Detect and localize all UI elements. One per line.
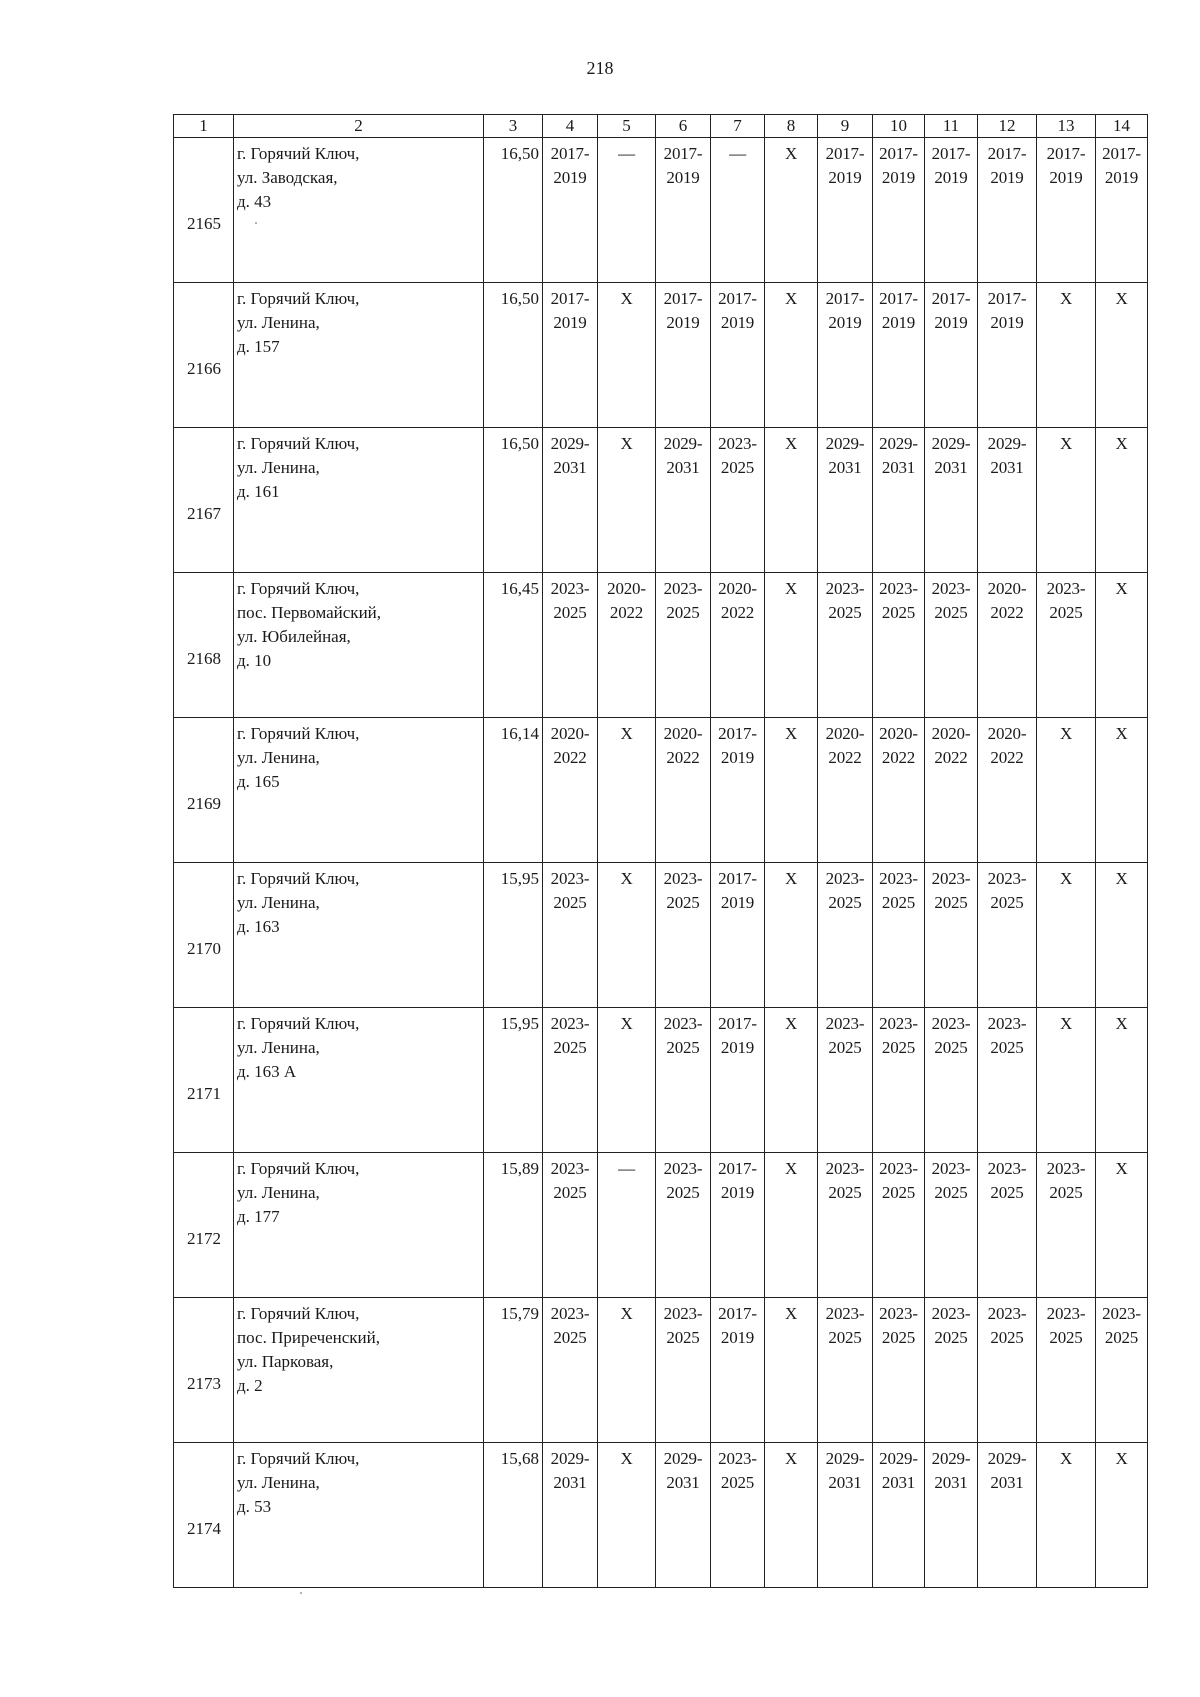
period-cell: 2029- 2031	[818, 428, 873, 573]
period-cell: 2017- 2019	[711, 718, 765, 863]
column-header: 7	[711, 115, 765, 138]
row-number: 2171	[174, 1008, 234, 1153]
period-cell: 2029- 2031	[925, 428, 978, 573]
period-cell: X	[598, 428, 656, 573]
table-row	[174, 283, 1148, 428]
period-cell: X	[598, 718, 656, 863]
period-cell: X	[1037, 863, 1096, 1008]
period-cell: 2017- 2019	[925, 283, 978, 428]
row-number: 2174	[174, 1443, 234, 1588]
period-cell: X	[765, 718, 818, 863]
row-number: 2169	[174, 718, 234, 863]
area-cell: 16,50	[484, 138, 543, 283]
period-cell: 2023- 2025	[818, 1008, 873, 1153]
period-cell: 2023- 2025	[925, 573, 978, 718]
address-cell: г. Горячий Ключ, ул. Ленина, д. 161	[234, 428, 484, 573]
period-cell: 2017- 2019	[656, 138, 711, 283]
period-cell: 2020- 2022	[656, 718, 711, 863]
period-cell: 2020- 2022	[598, 573, 656, 718]
address-cell: г. Горячий Ключ, ул. Ленина, д. 163	[234, 863, 484, 1008]
period-cell: X	[1096, 863, 1148, 1008]
period-cell: 2023- 2025	[978, 863, 1037, 1008]
column-header: 8	[765, 115, 818, 138]
period-cell: 2023- 2025	[818, 573, 873, 718]
period-cell: 2029- 2031	[543, 428, 598, 573]
period-cell: X	[1096, 1443, 1148, 1588]
period-cell: X	[1096, 428, 1148, 573]
period-cell: 2020- 2022	[873, 718, 925, 863]
period-cell: 2020- 2022	[925, 718, 978, 863]
period-cell: 2023- 2025	[656, 863, 711, 1008]
area-cell: 16,45	[484, 573, 543, 718]
period-cell: X	[765, 1443, 818, 1588]
period-cell: 2023- 2025	[873, 1298, 925, 1443]
period-cell: 2017- 2019	[925, 138, 978, 283]
period-cell: 2023- 2025	[873, 1153, 925, 1298]
period-cell: 2023- 2025	[1037, 573, 1096, 718]
period-cell: 2017- 2019	[711, 283, 765, 428]
column-header: 12	[978, 115, 1037, 138]
period-cell: 2023- 2025	[818, 863, 873, 1008]
column-header: 9	[818, 115, 873, 138]
period-cell: 2023- 2025	[1037, 1153, 1096, 1298]
area-cell: 15,95	[484, 1008, 543, 1153]
period-cell: X	[1037, 283, 1096, 428]
page-number: 218	[586, 58, 614, 78]
row-number: 2165	[174, 138, 234, 283]
period-cell: 2029- 2031	[656, 428, 711, 573]
period-cell: 2017- 2019	[873, 138, 925, 283]
period-cell: 2023- 2025	[656, 1008, 711, 1153]
area-cell: 15,95	[484, 863, 543, 1008]
period-cell: X	[1037, 718, 1096, 863]
scan-speck	[300, 1592, 302, 1594]
table-row	[174, 1153, 1148, 1298]
table-row	[174, 428, 1148, 573]
row-number: 2173	[174, 1298, 234, 1443]
column-header: 5	[598, 115, 656, 138]
period-cell: 2020- 2022	[711, 573, 765, 718]
period-cell: 2023- 2025	[873, 573, 925, 718]
period-cell: 2017- 2019	[1096, 138, 1148, 283]
period-cell: 2023- 2025	[543, 1153, 598, 1298]
period-cell: 2017- 2019	[978, 138, 1037, 283]
period-cell: 2023- 2025	[925, 1298, 978, 1443]
period-cell: X	[765, 1153, 818, 1298]
row-number: 2168	[174, 573, 234, 718]
area-cell: 16,50	[484, 428, 543, 573]
row-number: 2167	[174, 428, 234, 573]
period-cell: X	[1096, 573, 1148, 718]
period-cell: 2029- 2031	[925, 1443, 978, 1588]
column-header: 14	[1096, 115, 1148, 138]
period-cell: 2029- 2031	[978, 428, 1037, 573]
period-cell: 2017- 2019	[711, 1298, 765, 1443]
period-cell: 2023- 2025	[711, 428, 765, 573]
period-cell: X	[765, 1298, 818, 1443]
address-cell: г. Горячий Ключ, пос. Приреченский, ул. Парковая, д. 2	[234, 1298, 484, 1443]
column-header: 10	[873, 115, 925, 138]
period-cell: 2023- 2025	[711, 1443, 765, 1588]
period-cell: 2017- 2019	[711, 1153, 765, 1298]
table-row	[174, 1008, 1148, 1153]
period-cell: —	[598, 1153, 656, 1298]
period-cell: X	[598, 1008, 656, 1153]
period-cell: 2017- 2019	[978, 283, 1037, 428]
period-cell: 2023- 2025	[543, 863, 598, 1008]
table-row	[174, 1443, 1148, 1588]
period-cell: X	[1096, 1153, 1148, 1298]
address-cell: г. Горячий Ключ, ул. Ленина, д. 165	[234, 718, 484, 863]
table-row	[174, 573, 1148, 718]
column-header: 1	[174, 115, 234, 138]
period-cell: 2017- 2019	[818, 138, 873, 283]
period-cell: 2017- 2019	[711, 1008, 765, 1153]
period-cell: 2023- 2025	[543, 1008, 598, 1153]
address-cell: г. Горячий Ключ, пос. Первомайский, ул. Юбилейная, д. 10	[234, 573, 484, 718]
period-cell: 2023- 2025	[873, 1008, 925, 1153]
period-cell: X	[765, 1008, 818, 1153]
column-header: 3	[484, 115, 543, 138]
area-cell: 15,68	[484, 1443, 543, 1588]
period-cell: X	[1096, 283, 1148, 428]
row-number: 2170	[174, 863, 234, 1008]
period-cell: X	[1096, 718, 1148, 863]
period-cell: 2023- 2025	[656, 1153, 711, 1298]
period-cell: X	[765, 283, 818, 428]
table-row	[174, 718, 1148, 863]
address-cell: г. Горячий Ключ, ул. Ленина, д. 53	[234, 1443, 484, 1588]
column-header: 2	[234, 115, 484, 138]
column-header: 6	[656, 115, 711, 138]
area-cell: 16,14	[484, 718, 543, 863]
period-cell: 2023- 2025	[925, 1008, 978, 1153]
area-cell: 15,89	[484, 1153, 543, 1298]
address-cell: г. Горячий Ключ, ул. Ленина, д. 177	[234, 1153, 484, 1298]
period-cell: 2029- 2031	[543, 1443, 598, 1588]
period-cell: 2023- 2025	[1096, 1298, 1148, 1443]
table-body	[174, 138, 1148, 1588]
period-cell: 2017- 2019	[818, 283, 873, 428]
period-cell: 2029- 2031	[818, 1443, 873, 1588]
period-cell: 2017- 2019	[711, 863, 765, 1008]
period-cell: 2017- 2019	[543, 138, 598, 283]
period-cell: X	[765, 138, 818, 283]
period-cell: 2020- 2022	[818, 718, 873, 863]
period-cell: 2017- 2019	[1037, 138, 1096, 283]
row-number: 2172	[174, 1153, 234, 1298]
column-header: 11	[925, 115, 978, 138]
period-cell: X	[765, 863, 818, 1008]
period-cell: 2029- 2031	[873, 428, 925, 573]
period-cell: X	[1096, 1008, 1148, 1153]
period-cell: 2023- 2025	[925, 863, 978, 1008]
period-cell: 2029- 2031	[873, 1443, 925, 1588]
column-header: 13	[1037, 115, 1096, 138]
table-row	[174, 863, 1148, 1008]
address-cell: г. Горячий Ключ, ул. Заводская, д. 43	[234, 138, 484, 283]
area-cell: 15,79	[484, 1298, 543, 1443]
period-cell: 2023- 2025	[543, 573, 598, 718]
period-cell: X	[598, 1443, 656, 1588]
address-cell: г. Горячий Ключ, ул. Ленина, д. 163 А	[234, 1008, 484, 1153]
period-cell: 2020- 2022	[543, 718, 598, 863]
table-row	[174, 138, 1148, 283]
row-number: 2166	[174, 283, 234, 428]
period-cell: 2023- 2025	[978, 1008, 1037, 1153]
scan-speck	[255, 222, 257, 224]
period-cell: 2023- 2025	[656, 573, 711, 718]
period-cell: X	[1037, 1008, 1096, 1153]
period-cell: X	[1037, 1443, 1096, 1588]
period-cell: X	[1037, 428, 1096, 573]
period-cell: 2017- 2019	[543, 283, 598, 428]
period-cell: X	[598, 1298, 656, 1443]
area-cell: 16,50	[484, 283, 543, 428]
period-cell: 2029- 2031	[656, 1443, 711, 1588]
header-row	[174, 115, 1148, 138]
period-cell: X	[765, 573, 818, 718]
period-cell: 2023- 2025	[543, 1298, 598, 1443]
period-cell: 2023- 2025	[818, 1298, 873, 1443]
period-cell: 2020- 2022	[978, 573, 1037, 718]
period-cell: 2017- 2019	[656, 283, 711, 428]
period-cell: —	[711, 138, 765, 283]
table-row	[174, 1298, 1148, 1443]
period-cell: X	[598, 283, 656, 428]
column-header: 4	[543, 115, 598, 138]
period-cell: 2029- 2031	[978, 1443, 1037, 1588]
period-cell: 2020- 2022	[978, 718, 1037, 863]
register-table	[173, 114, 1148, 1588]
period-cell: 2017- 2019	[873, 283, 925, 428]
period-cell: X	[598, 863, 656, 1008]
period-cell: 2023- 2025	[1037, 1298, 1096, 1443]
period-cell: 2023- 2025	[978, 1153, 1037, 1298]
period-cell: X	[765, 428, 818, 573]
period-cell: 2023- 2025	[925, 1153, 978, 1298]
period-cell: 2023- 2025	[818, 1153, 873, 1298]
address-cell: г. Горячий Ключ, ул. Ленина, д. 157	[234, 283, 484, 428]
period-cell: 2023- 2025	[978, 1298, 1037, 1443]
period-cell: 2023- 2025	[656, 1298, 711, 1443]
period-cell: —	[598, 138, 656, 283]
period-cell: 2023- 2025	[873, 863, 925, 1008]
